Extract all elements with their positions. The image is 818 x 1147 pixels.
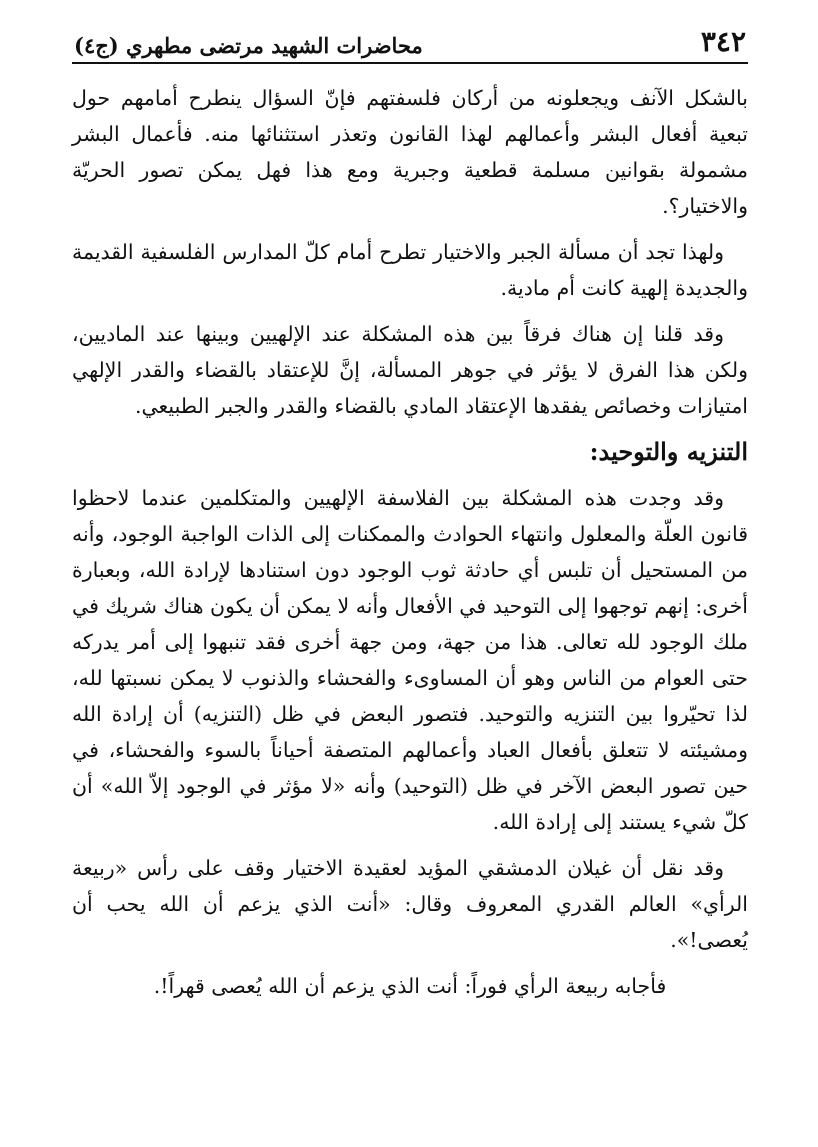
paragraph: وقد قلنا إن هناك فرقاً بين هذه المشكلة عند الإلهيين وبينها عند الماديين، ولكن هذا الفرق لا يؤثر في جوهر المسألة، إنَّ للإعتقاد بالقضاء والقدر الإلهي امتيازات وخصائص يفقدها الإعتقاد المادي بالقضاء والقدر والجبر الطبيعي. — [72, 322, 748, 418]
page-header — [72, 26, 748, 64]
paragraph-reply: فأجابه ربيعة الرأي فوراً: أنت الذي يزعم أن الله يُعصى قهراً!. — [153, 974, 667, 998]
paragraph: وقد نقل أن غيلان الدمشقي المؤيد لعقيدة الاختيار وقف على رأس «ربيعة الرأي» العالم القدري المعروف وقال: «أنت الذي يزعم أن الله يحب أن يُعصى!». — [72, 856, 748, 952]
page-number: ٣٤٢ — [700, 25, 746, 58]
paragraph: وقد وجدت هذه المشكلة بين الفلاسفة الإلهيين والمتكلمين عندما لاحظوا قانون العلّة والمعلول وانتهاء الحوادث والممكنات إلى الذات الواجبة الوجود، وأنه من المستحيل أن تلبس أي حادثة ثوب الوجود دون استنادها لإرادة الله، وبعبارة أخرى: إنهم توجهوا إلى التوحيد في الأفعال وأنه لا يمكن أن يكون هناك شريك في ملك الوجود لله تعالى. هذا من جهة، ومن جهة أخرى فقد تنبهوا إلى أمر يدركه حتى العوام من الناس وهو أن المساوىء والفحشاء والذنوب لا يمكن نسبتها لله، لذا تحيّروا بين التنزيه والتوحيد. فتصور البعض في ظل (التنزيه) أن إرادة الله ومشيئته لا تتعلق بأفعال العباد وأعمالهم المتصفة أحياناً بالسوء والفحشاء، في حين تصور البعض الآخر في ظل (التوحيد) وأنه «لا مؤثر في الوجود إلاّ الله» أن كلّ شيء يستند إلى إرادة الله. — [72, 486, 748, 834]
paragraph-continuation: بالشكل الآنف ويجعلونه من أركان فلسفتهم فإنّ السؤال ينطرح أمامهم حول تبعية أفعال البشر وأعمالهم لهذا القانون وتعذر استثنائها منه. فأعمال البشر مشمولة بقوانين مسلمة قطعية وجبرية ومع هذا فهل يمكن تصور الحريّة والاختيار؟. — [72, 86, 748, 218]
page-body — [72, 80, 748, 1004]
paragraph: ولهذا تجد أن مسألة الجبر والاختيار تطرح أمام كلّ المدارس الفلسفية القديمة والجديدة إلهية كانت أم مادية. — [72, 240, 748, 300]
section-heading: التنزيه والتوحيد: — [589, 437, 748, 466]
running-title: محاضرات الشهيد مرتضى مطهري (ج٤) — [74, 33, 423, 58]
